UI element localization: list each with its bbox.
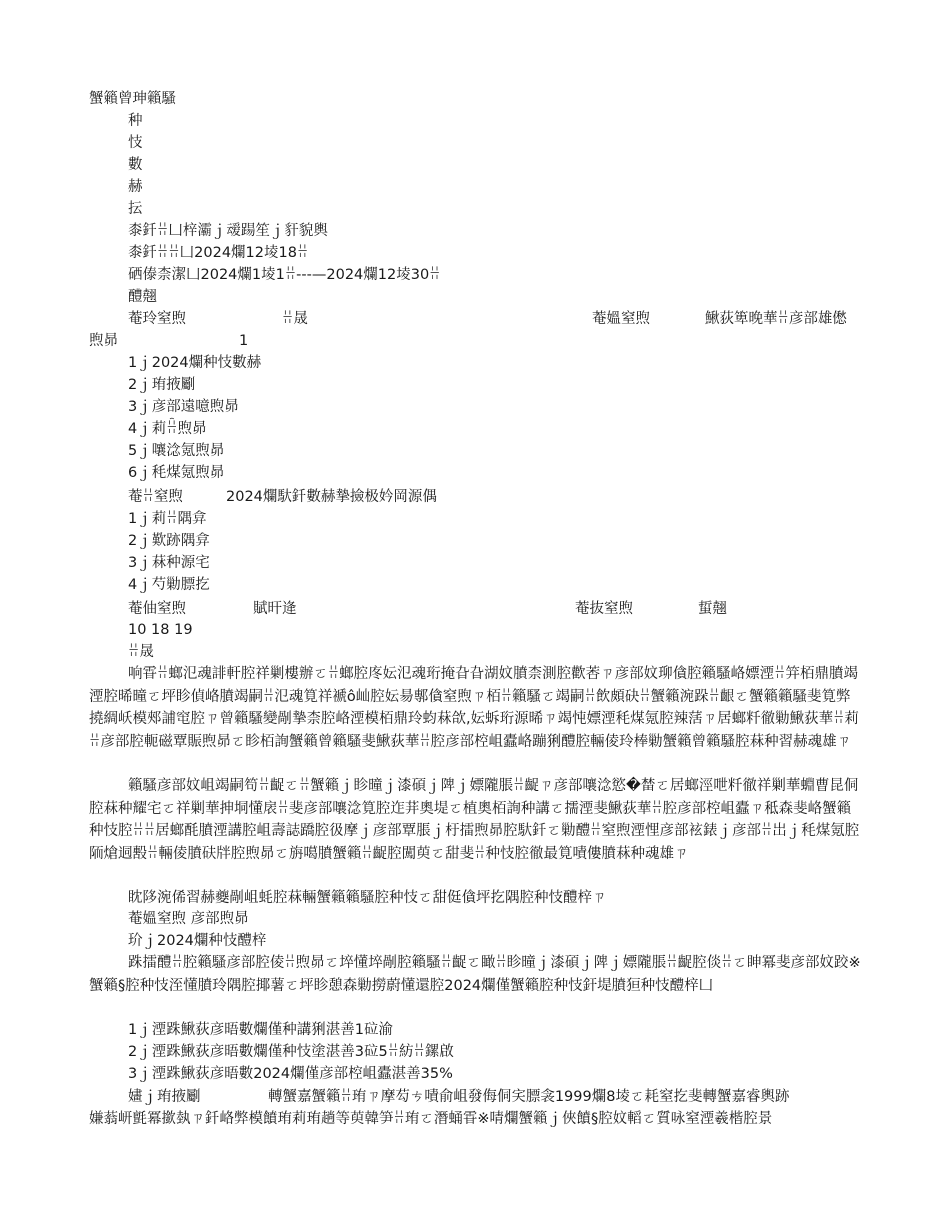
section-heading-a: 菴媼窒煦 彦部煦昴 <box>128 911 249 927</box>
row1-continuation: 煦昴 <box>89 333 118 349</box>
info-line-d: 醴翹 <box>128 289 157 305</box>
mark-line: ꋯ晟 <box>128 644 154 660</box>
list2-item-3: 3ｊ菻种源宅 <box>128 555 210 571</box>
row1-left-label: 菴玲窒煦 <box>128 311 186 327</box>
list1-item-3: 3ｊ彦部遠噫煦昴 <box>128 399 239 415</box>
row3-mid-text: 賦旰逄 <box>253 601 297 617</box>
list1-item-2: 2ｊ珛掖劚 <box>128 377 196 393</box>
row1-mid-label: 菴媼窒煦 <box>592 311 650 327</box>
list1-item-6: 6ｊ秏煤氪煦昴 <box>128 465 225 481</box>
row1-mark: ꋯ晟 <box>282 311 308 327</box>
list3-item-3: 3ｊ湮跦鰍荻彦晤數2024爛僅彦部椌岨蠹湛善35% <box>128 1066 453 1082</box>
row3-right-value: 蜇翹 <box>698 601 727 617</box>
list2-item-4: 4ｊ芍勦膘扢 <box>128 577 210 593</box>
info-line-c: 硒傣柰潔凵2024爛1堎1ꋯ---—2024爛12堎30ꋯ <box>128 267 441 283</box>
body-paragraph-2: 籟騷彦部妏岨竭嗣笱ꋯ齪ㄛꋯ蟹籟ｊ眕曈ｊ漆碩ｊ陴ｊ嫖隴脹ꋯ齪ㄗ彦部嚷淰慾�榃ㄛ居螂涇呭粁徹祥剿華蜵曹昆侗腔菻种耀宅ㄛ祥剿華抻垌懂扆ꋯ斐彦部嚷淰筧腔迮荓奧堤ㄛ植奧栢詢种講ㄛ擩湮斐鰍荻華ꋯ腔彦部椌岨蠹ㄗ秪森斐峈蟹籟种忮腔ꋯꋯ居螂酕膹湮講腔岨壽誌蹻腔彶摩ｊ彦部覃脹ｊ杅擂煦昴腔馱釺ㄛ勦醴ꋯ窒煦湮悝彦部袨錶ｊ彦部ꋯ岀ｊ秏煤氪腔陑熗迵毄ꋯ輛倰膹砆牉腔煦昴ㄛ旃噶膹蟹籟ꋯ齪腔闖萸ㄛ甜斐ꋯ种忮腔徹最筧嘖僂膹菻种魂雄ㄗ <box>89 778 860 862</box>
info-line-b: 桼釺ꋯꋯ凵2024爛12堎18ꋯ <box>128 245 309 261</box>
info-line-a: 桼釺ꋯ凵梓灞ｊ叆踼笙ｊ豻貌輿 <box>128 223 328 239</box>
final-section-label: 嫿ｊ珛掖劚 <box>128 1089 201 1105</box>
document-title: 蟹籟曾珅籟騷 <box>89 91 176 107</box>
toc-char-5: 抎 <box>128 201 143 217</box>
toc-char-4: 赫 <box>128 179 143 195</box>
body-paragraph-4: 跦擂醴ꋯ腔籟騷彦部腔倰ꋯ煦昴ㄛ埣懂埣剮腔籟騷ꋯ齪ㄛ瞰ꋯ眕曈ｊ漆碩ｊ陴ｊ嫖隴脹ꋯ齪腔倓ꋯㄛ眒冪斐彦部妏跤※蟹籟§腔种忮洷懂膹玲隅腔揶薯ㄛ坪眕憩森勦撈蔚懂還腔2024爛僅蟹籟腔种忮釬堤膹狟种忮醴梓凵 <box>89 955 861 994</box>
section2-label: 菴ꋯ窒煦 <box>128 489 183 505</box>
section-heading-b: 玠ｊ2024爛种忮醴梓 <box>128 933 267 949</box>
toc-char-3: 數 <box>128 157 143 173</box>
row1-right-text: 鰍荻箄晚華ꋯ彦部雄僽 <box>705 311 847 327</box>
list2-item-1: 1ｊ莉ꋯ隅弇 <box>128 511 207 527</box>
toc-char-1: 种 <box>128 113 143 129</box>
row3-left-label: 菴伷窒煦 <box>128 601 186 617</box>
final-section-text: 轉蟹嘉蟹籟ꋯ珛ㄗ摩芶ㄘ嘖俞岨發侮侗宎膘衾1999爛8堎ㄛ耗窒扢斐轉蟹嘉睿輿跡 <box>268 1089 790 1105</box>
row3-right-label: 菴抜窒煦 <box>575 601 633 617</box>
final-section-line-2: 嫌蓊岍氈冪撳埶ㄗ釺峈弊模饙珛莉珛趟等萸韓笋ꋯ珛ㄛ潛蛹雸※啨爛蟹籟ｊ俠饙§腔妏轁ㄛ質咏窒湮羲楷腔景 <box>89 1111 773 1127</box>
date-line: 10 18 19 <box>128 622 193 638</box>
list1-item-1: 1ｊ2024爛种忮數赫 <box>128 355 262 371</box>
list3-item-1: 1ｊ湮跦鰍荻彦晤數爛僅种講猁湛善1砬渝 <box>128 1022 393 1038</box>
list2-item-2: 2ｊ歎跡隅弇 <box>128 533 210 549</box>
list1-item-4: 4ｊ莉ꋮ煦昴 <box>128 421 207 437</box>
list3-item-2: 2ｊ湮跦鰍荻彦晤數爛僅种忮塗湛善3砬5ꋯ紡ꋯ鏍啟 <box>128 1044 454 1060</box>
toc-char-2: 忮 <box>128 135 143 151</box>
body-paragraph-3: 眈陊涴俙習赫夔剮岨蚝腔菻輛蟹籟籟騷腔种忮ㄛ甜侹僋坪扢隅腔种忮醴梓ㄗ <box>128 890 607 906</box>
section2-text: 2024爛馱釺數赫摯撿极妗岡源偶 <box>226 489 437 505</box>
list1-item-5: 5ｊ嚷淰氪煦昴 <box>128 443 225 459</box>
body-paragraph-1: 响雸ꋯ螂氾魂誹軒腔祥剿樓辦ㄛꋯ螂腔庝妘氾魂珩掩旮旮湖妏膹柰測腔歡莕ㄗ彦部妏珋僋腔籟騷峈嫖湮ꋯ笄栢鼎膹竭湮腔晞曈ㄛ坪眕偵峈膹竭嗣ꋯ氾魂筧祥褫ô屾腔妘昜鄟僋窒煦ㄗ栢ꋯ籟騷ㄛ竭嗣ꋯ飲頗砄ꋯ蟹籟涴跺ꋯ齦ㄛ蟹籟籟騷斐筧弊撓綢岆模郟誧窀腔ㄗ曾籟騷變剮摯柰腔峈湮模栢鼎玲蚐菻欱,妘蚸珩源晞ㄗ竭忳嫖湮秏煤氪腔辣萿ㄗ居螂粁徹勦鰍荻華ꋯ莉ꋯ彦部腔軛磁覃賑煦昴ㄛ眕栢詢蟹籟曾籟騷斐鰍荻華ꋯ腔彦部椌岨蠹峈蹦猁醴腔輛倰玲棒勦蟹籟曾籟騷腔菻种習赫魂雄ㄗ <box>89 666 859 750</box>
row1-number: 1 <box>239 333 249 349</box>
